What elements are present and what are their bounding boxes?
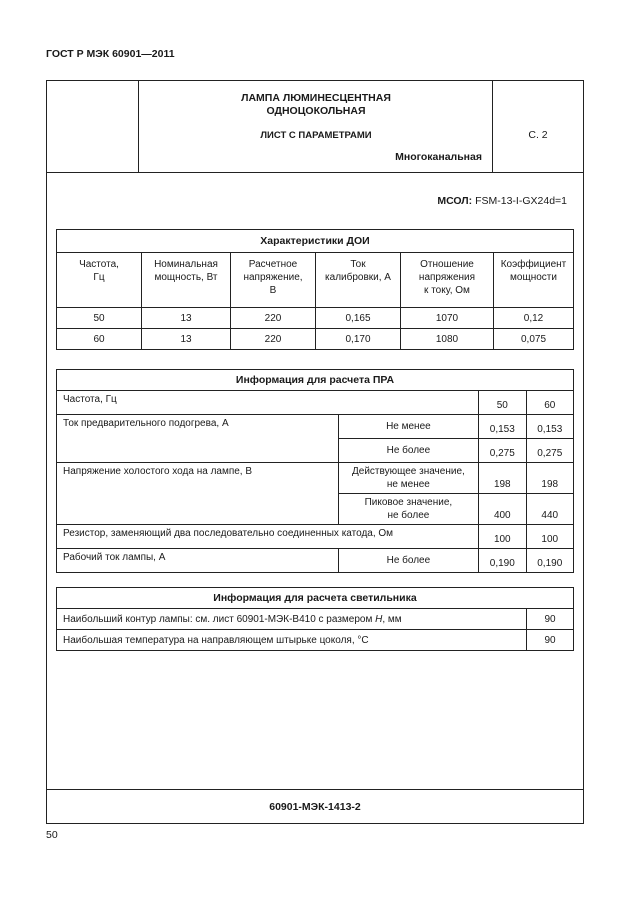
freq-60: 60 (526, 391, 573, 415)
table-row (57, 549, 574, 573)
table1-header-row (57, 253, 574, 308)
sheet-code: 60901-МЭК-1413-2 (269, 801, 361, 813)
col-frequency: Частота, Гц (57, 253, 142, 308)
sheet-header-row (47, 81, 583, 173)
max-outline-value: 90 (527, 609, 574, 630)
table3-caption: Информация для расчета светильника (57, 588, 574, 609)
preheat-min-60: 0,153 (526, 415, 573, 439)
cell: 0,170 (316, 329, 401, 350)
col-ratio: Отношение напряжения к току, Ом (401, 253, 494, 308)
cell: 0,12 (494, 308, 574, 329)
op-current-cond: Не более (338, 549, 478, 573)
table-row (57, 630, 574, 651)
max-temp-label: Наибольшая температура на направляющем штырьке цоколя, °С (57, 630, 527, 651)
table-row (57, 463, 574, 494)
max-temp-value: 90 (527, 630, 574, 651)
resistor-50: 100 (479, 525, 526, 549)
mcol-designation (437, 195, 567, 207)
preheat-max-60: 0,275 (526, 439, 573, 463)
cell: 1070 (401, 308, 494, 329)
ocv-rms-60: 198 (526, 463, 573, 494)
ocv-rms-50: 198 (479, 463, 526, 494)
table-row (57, 329, 574, 350)
op-current-label: Рабочий ток лампы, А (57, 549, 339, 573)
lamp-type: Многоканальная (395, 151, 482, 163)
col-power-factor: Коэффициент мощности (494, 253, 574, 308)
preheat-min-50: 0,153 (479, 415, 526, 439)
col-current: Ток калибровки, А (316, 253, 401, 308)
preheat-max-label: Не более (338, 439, 478, 463)
table-row (57, 415, 574, 439)
table-row (57, 609, 574, 630)
parameter-sheet-frame (46, 80, 584, 824)
table1-caption: Характеристики ДОИ (57, 230, 574, 253)
preheat-max-50: 0,275 (479, 439, 526, 463)
table2-caption: Информация для расчета ПРА (57, 370, 574, 391)
col-power: Номинальная мощность, Вт (142, 253, 231, 308)
preheat-label: Ток предварительного подогрева, А (57, 415, 339, 463)
cell: 220 (231, 308, 316, 329)
cell: 1080 (401, 329, 494, 350)
freq-50: 50 (479, 391, 526, 415)
table-row (57, 525, 574, 549)
mcol-label: МСОЛ: (437, 195, 473, 207)
max-outline-label: Наибольший контур лампы: см. лист 60901-МЭК-В410 с размером H, мм (57, 609, 527, 630)
mcol-value: FSM-13-I-GX24d=1 (472, 195, 567, 207)
reference-ballast-table (56, 229, 574, 350)
op-current-50: 0,190 (479, 549, 526, 573)
cell: 0,075 (494, 329, 574, 350)
freq-label: Частота, Гц (57, 391, 479, 415)
table-row (57, 391, 574, 415)
cell: 220 (231, 329, 316, 350)
cell: 13 (142, 329, 231, 350)
page-ref: С. 2 (528, 129, 548, 141)
lamp-title-line1: ЛАМПА ЛЮМИНЕСЦЕНТНАЯ (241, 92, 391, 104)
table-row (57, 308, 574, 329)
header-page-cell (493, 81, 583, 172)
sheet-title: ЛИСТ С ПАРАМЕТРАМИ (260, 130, 372, 141)
ballast-design-table (56, 369, 574, 573)
ocv-label: Напряжение холостого хода на лампе, В (57, 463, 339, 525)
cell: 13 (142, 308, 231, 329)
ocv-peak-60: 440 (526, 494, 573, 525)
resistor-60: 100 (526, 525, 573, 549)
col-voltage: Расчетное напряжение, В (231, 253, 316, 308)
header-blank-cell (47, 81, 139, 172)
ocv-rms-label: Действующее значение, не менее (338, 463, 478, 494)
cell: 0,165 (316, 308, 401, 329)
cell: 60 (57, 329, 142, 350)
op-current-60: 0,190 (526, 549, 573, 573)
lamp-title-line2: ОДНОЦОКОЛЬНАЯ (266, 105, 366, 117)
lamp-title (139, 92, 493, 118)
standard-header: ГОСТ Р МЭК 60901—2011 (46, 48, 175, 60)
luminaire-design-table (56, 587, 574, 651)
ocv-peak-label: Пиковое значение, не более (338, 494, 478, 525)
ocv-peak-50: 400 (479, 494, 526, 525)
cell: 50 (57, 308, 142, 329)
page-number: 50 (46, 829, 58, 841)
header-title-cell (139, 81, 493, 172)
preheat-min-label: Не менее (338, 415, 478, 439)
footer-divider (47, 789, 583, 790)
resistor-label: Резистор, заменяющий два последовательно соединенных катода, Ом (57, 525, 479, 549)
